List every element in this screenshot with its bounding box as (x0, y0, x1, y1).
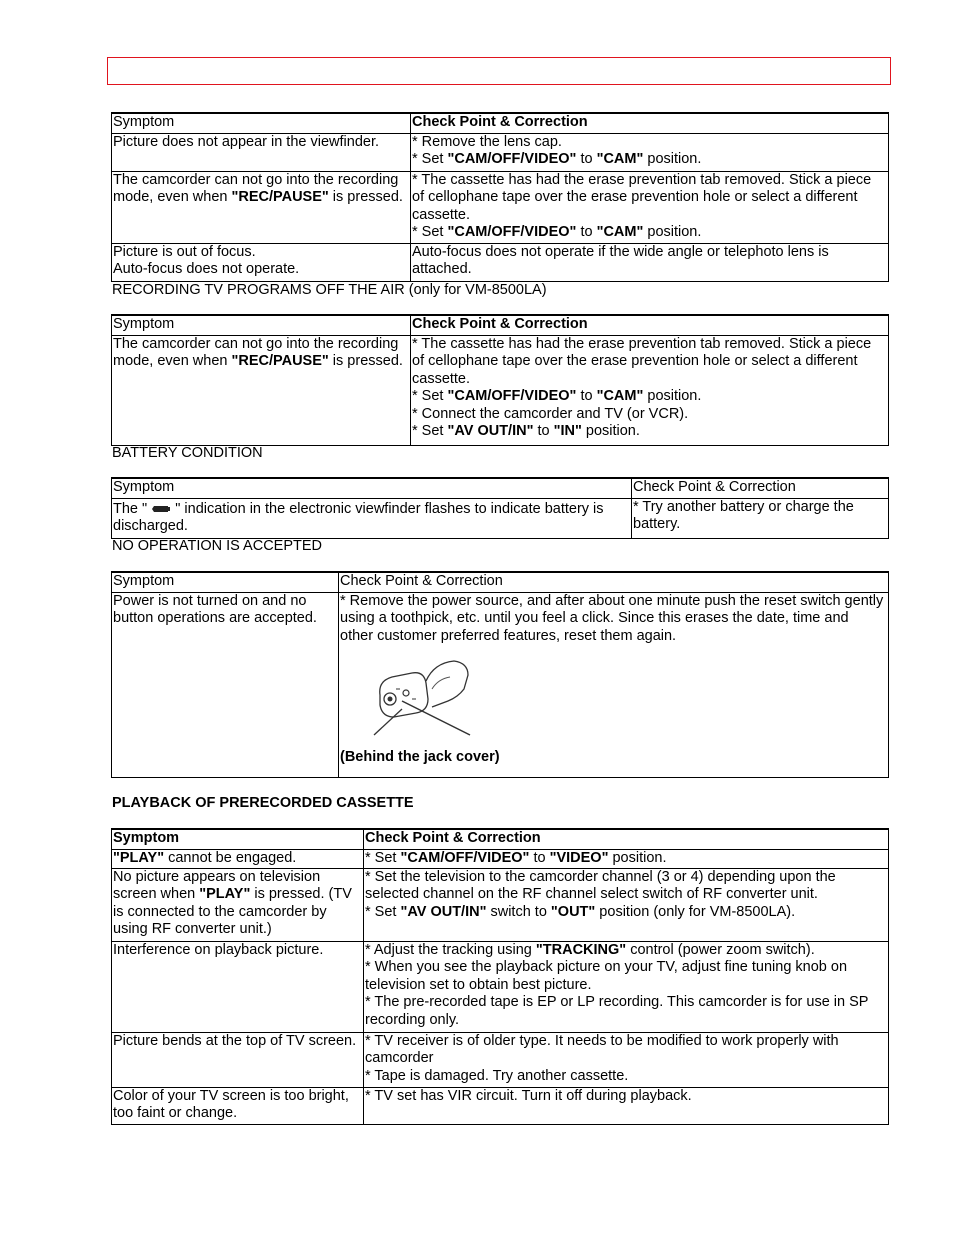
table-row: Picture bends at the top of TV screen. * TV receiver is of older type. It needs to be modified to work properly with camcorder * Tape is damaged. Try another cassette. (112, 1032, 889, 1087)
column-header-check: Check Point & Correction (411, 315, 889, 335)
column-header-check: Check Point & Correction (632, 478, 889, 498)
table-row: Color of your TV screen is too bright, too faint or change. * TV set has VIR circuit. Turn it off during playback. (112, 1087, 889, 1124)
column-header-check: Check Point & Correction (339, 572, 889, 592)
column-header-symptom: Symptom (112, 478, 632, 498)
battery-icon (151, 504, 171, 514)
column-header-symptom: Symptom (112, 829, 364, 849)
column-header-symptom: Symptom (112, 315, 411, 335)
column-header-check: Check Point & Correction (364, 829, 889, 849)
table-row: The " " indication in the electronic viewfinder flashes to indicate battery is discharged. * Try another battery or charge the battery. (112, 498, 889, 538)
troubleshooting-table-playback (111, 828, 889, 1125)
troubleshooting-table-battery (111, 477, 889, 539)
table-row: The camcorder can not go into the recording mode, even when "REC/PAUSE" is pressed. * The cassette has had the erase prevention tab removed. Stick a piece of cellophane tape over the erase prevention hole or select a different cassette. * Set "CAM/OFF/VIDEO" to "CAM" position. (112, 171, 889, 243)
troubleshooting-table-tv-recording (111, 314, 889, 446)
troubleshooting-table-recording (111, 112, 889, 282)
table-row: Picture is out of focus. Auto-focus does not operate. Auto-focus does not operate if the wide angle or telephoto lens is attached. (112, 243, 889, 281)
reset-switch-illustration (372, 659, 472, 737)
table-row: Picture does not appear in the viewfinder. * Remove the lens cap. * Set "CAM/OFF/VIDEO" to "CAM" position. (112, 133, 889, 171)
section-heading-battery: BATTERY CONDITION (112, 445, 263, 461)
section-heading-playback: PLAYBACK OF PRERECORDED CASSETTE (112, 795, 414, 811)
section-heading-no-operation: NO OPERATION IS ACCEPTED (112, 538, 323, 554)
table-row: Power is not turned on and no button operations are accepted. * Remove the power source, and after about one minute push the reset switch gently using a toothpick, etc. until you feel a click. Since this erases the date, time and other customer preferred features, reset them again. (Behind the jack cover) (112, 592, 889, 777)
column-header-check: Check Point & Correction (411, 113, 889, 133)
table-row: Interference on playback picture. * Adjust the tracking using "TRACKING" control (power zoom switch). * When you see the playback picture on your TV, adjust fine tuning knob on television set to obtain best picture. * The pre-recorded tape is EP or LP recording. This camcorder is for use in SP recording only. (112, 941, 889, 1032)
table-row: No picture appears on television screen when "PLAY" is pressed. (TV is connected to the camcorder by using RF converter unit.) * Set the television to the camcorder channel (3 or 4) depending upon the selected channel on the RF channel select switch of RF converter unit. * Set "AV OUT/IN" switch to "OUT" position (only for VM-8500LA). (112, 868, 889, 941)
header-frame (107, 57, 891, 85)
section-heading-recording-tv: RECORDING TV PROGRAMS OFF THE AIR (only for VM-8500LA) (112, 282, 547, 298)
table-row: The camcorder can not go into the recording mode, even when "REC/PAUSE" is pressed. * The cassette has had the erase prevention tab removed. Stick a piece of cellophane tape over the erase prevention hole or select a different cassette. * Set "CAM/OFF/VIDEO" to "CAM" position. * Connect the camcorder and TV (or VCR). * Set "AV OUT/IN" to "IN" position. (112, 335, 889, 445)
table-row: "PLAY" cannot be engaged. * Set "CAM/OFF/VIDEO" to "VIDEO" position. (112, 849, 889, 868)
troubleshooting-table-no-operation (111, 571, 889, 778)
column-header-symptom: Symptom (112, 572, 339, 592)
column-header-symptom: Symptom (112, 113, 411, 133)
